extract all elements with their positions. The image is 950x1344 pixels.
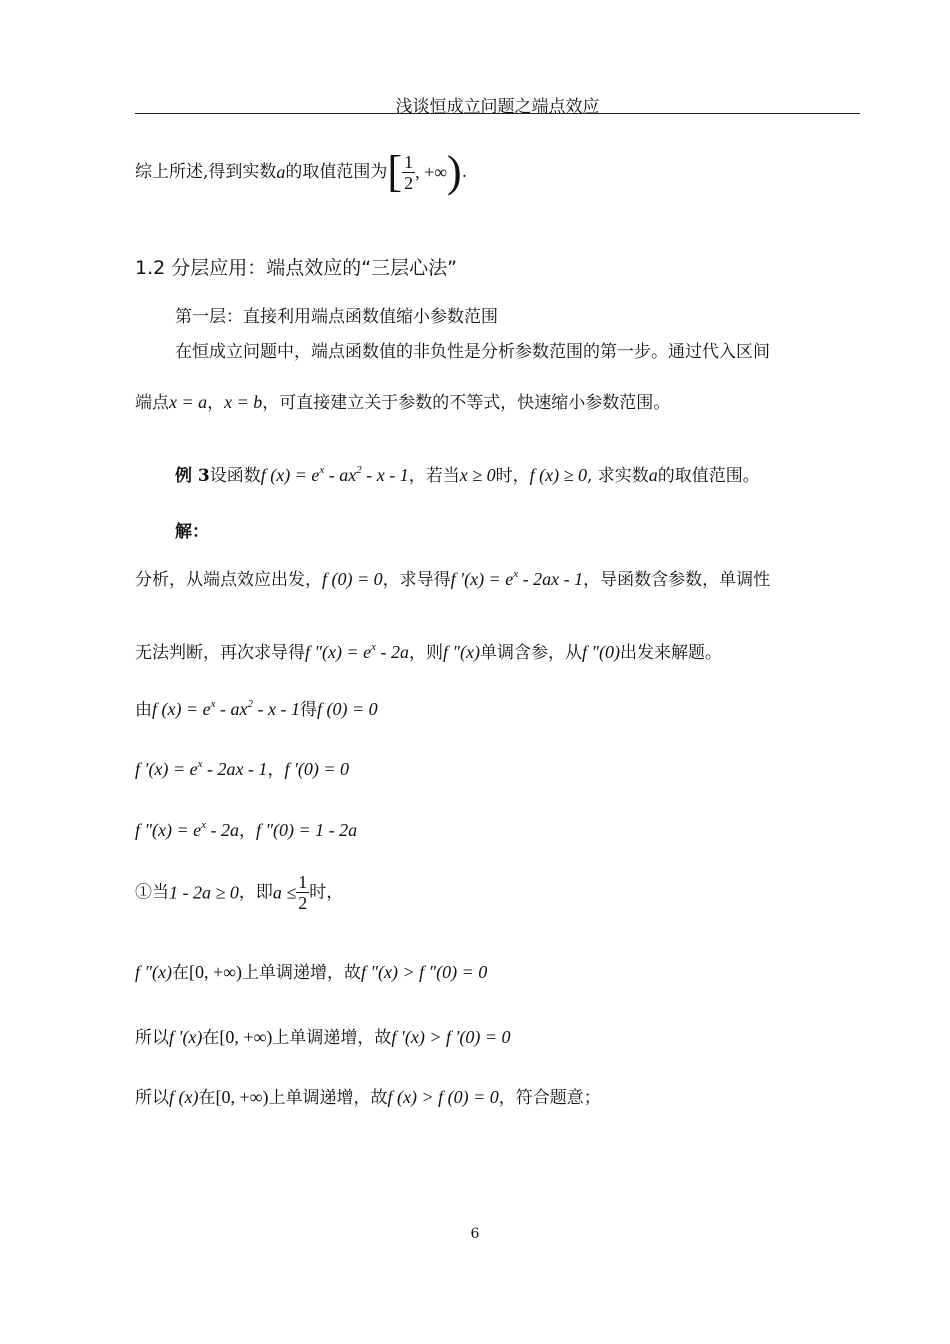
- x-eq-b: x = b: [224, 392, 263, 412]
- variable-a: a: [276, 162, 286, 182]
- example3-line: 例 3设函数f $(x) = e^x - ax^2 - x - 1$，若当x ≥ 0时，f (x) ≥ 0, 求实数a的取值范围。: [175, 464, 760, 486]
- function-definition: f $(x) = e^x - ax^2 - x - 1$: [260, 464, 409, 485]
- layer1-para-line1: 在恒成立问题中，端点函数值的非负性是分析参数范围的第一步。通过代入区间: [175, 342, 770, 362]
- conclusion-line: [135, 147, 860, 210]
- layer1-para-line2: 端点x = a，x = b，可直接建立关于参数的不等式，快速缩小参数范围。: [135, 392, 671, 413]
- interval-rest: , +∞: [415, 162, 448, 182]
- left-bracket: [: [387, 147, 403, 196]
- case1-line1: f ″(x)在[0, +∞)上单调递增，故f ″(x) > f ″(0) = 0: [135, 962, 488, 983]
- page-header: 浅谈恒成立问题之端点效应: [395, 97, 600, 117]
- case1-line3: 所以f (x)在[0, +∞)上单调递增，故f (x) > f (0) = 0，符合题意；: [135, 1087, 601, 1108]
- section-title: 1.2 分层应用：端点效应的“三层心法”: [135, 257, 457, 279]
- layer1-title: 第一层：直接利用端点函数值缩小参数范围: [175, 307, 498, 327]
- step1-line: 由f $(x) = e^x - ax^2 - x - 1$得f (0) = 0: [135, 698, 378, 720]
- case1-line2: 所以f ′(x)在[0, +∞)上单调递增，故f ′(x) > f ′(0) = 0: [135, 1027, 511, 1048]
- case1-line: ①当1 - 2a ≥ 0，即a ≤ $\frac{1}{2}$ 时，: [135, 872, 344, 913]
- fraction-one-half-2: $\frac{1}{2}$: [298, 872, 308, 913]
- analysis-line2: 无法判断，再次求导得f $''(x) = e^x - 2a$，则f ″(x)单调含参，从f ″(0)出发来解题。: [135, 641, 722, 663]
- conclusion-text-2: 的取值范围为: [285, 162, 388, 182]
- fraction-one-half: $\frac{1}{2}$: [404, 151, 414, 193]
- conclusion-text: 综上所述,得到实数: [135, 162, 277, 182]
- step2-line: f $'(x) = e^x - 2ax - 1$，f ′(0) = 0: [135, 758, 350, 780]
- analysis-line1: 分析，从端点效应出发，f (0) = 0，求导得f $'(x) = e^x - 2ax - 1$，导函数含参数，单调性: [135, 568, 771, 590]
- x-eq-a: x = a: [169, 392, 208, 412]
- condition: x ≥ 0: [459, 465, 496, 485]
- example-label: 例 3: [175, 466, 210, 486]
- page-number: 6: [470, 1226, 480, 1242]
- conclusion-end: .: [461, 162, 468, 182]
- header-rule: [135, 113, 860, 114]
- step3-line: f $''(x) = e^x - 2a$，f ″(0) = 1 - 2a: [135, 819, 358, 841]
- solution-label: 解：: [175, 522, 209, 542]
- right-paren: ): [447, 147, 462, 196]
- inequality: f (x) ≥ 0: [529, 465, 587, 485]
